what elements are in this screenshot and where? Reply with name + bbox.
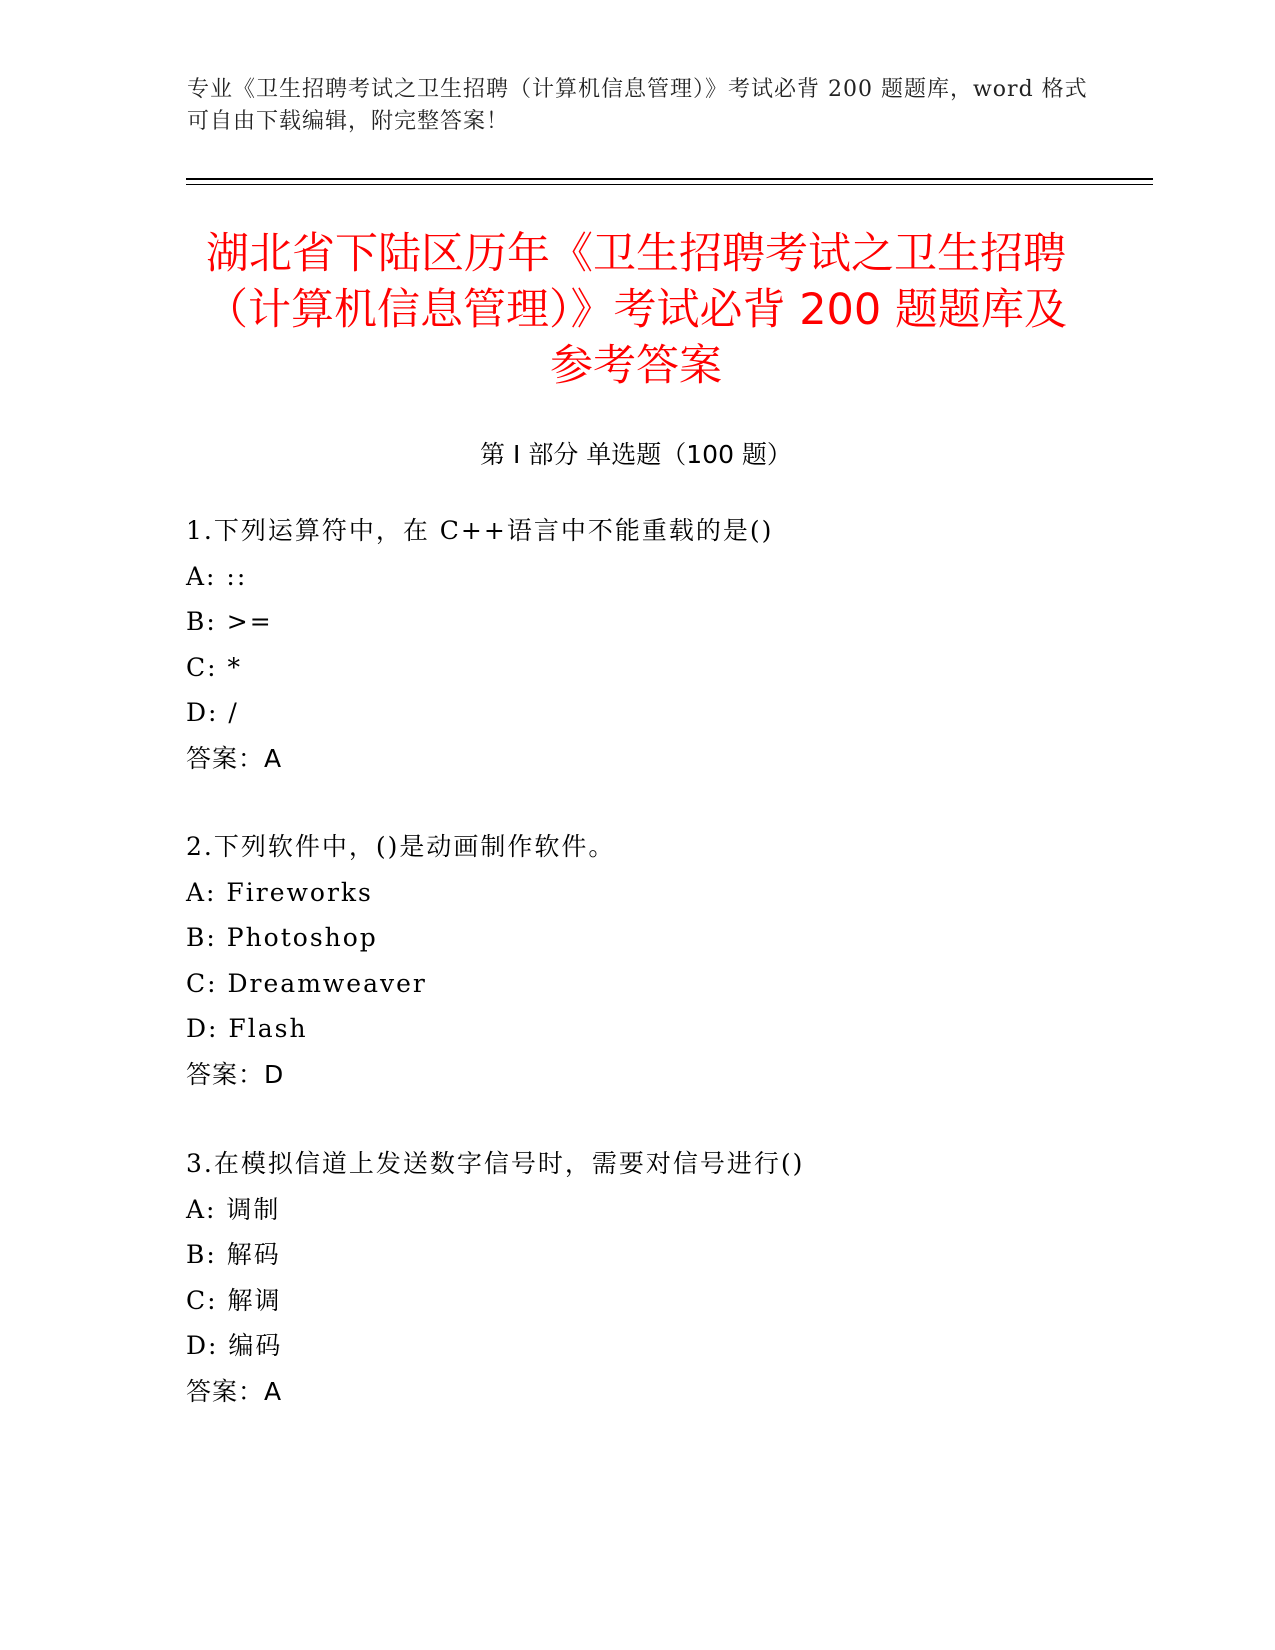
section-heading: 第 I 部分 单选题（100 题） [480, 440, 792, 469]
option-a: A: :: [186, 561, 248, 591]
document-title: 湖北省下陆区历年《卫生招聘考试之卫生招聘（计算机信息管理）》考试必背 200 题题库及参考答案 [205, 229, 1067, 391]
option-b: B: >= [186, 607, 273, 636]
question-1 [186, 508, 1146, 781]
answer: 答案：A [186, 1376, 283, 1406]
option-d: D: / [186, 698, 239, 727]
question-stem: 2.下列软件中，()是动画制作软件。 [186, 832, 616, 861]
option-a: A: 调制 [186, 1194, 281, 1224]
option-a: A: Fireworks [186, 877, 373, 907]
question-stem: 3.在模拟信道上发送数字信号时，需要对信号进行() [186, 1149, 805, 1178]
option-c: C: * [186, 652, 242, 682]
option-c: C: Dreamweaver [186, 968, 427, 998]
answer: 答案：A [186, 743, 283, 773]
option-b: B: 解码 [186, 1240, 281, 1269]
header-note: 专业《卫生招聘考试之卫生招聘（计算机信息管理）》考试必背 200 题题库，word 格式可自由下载编辑，附完整答案！ [187, 77, 1088, 134]
option-b: B: Photoshop [186, 923, 378, 952]
header-divider-thick [186, 178, 1153, 180]
question-3 [186, 1141, 1146, 1414]
question-2 [186, 824, 1146, 1097]
question-stem: 1.下列运算符中，在 C++语言中不能重载的是() [186, 516, 774, 545]
answer: 答案：D [186, 1059, 285, 1089]
option-d: D: 编码 [186, 1331, 283, 1360]
option-c: C: 解调 [186, 1285, 282, 1315]
option-d: D: Flash [186, 1014, 308, 1043]
header-divider-thin [186, 184, 1153, 185]
